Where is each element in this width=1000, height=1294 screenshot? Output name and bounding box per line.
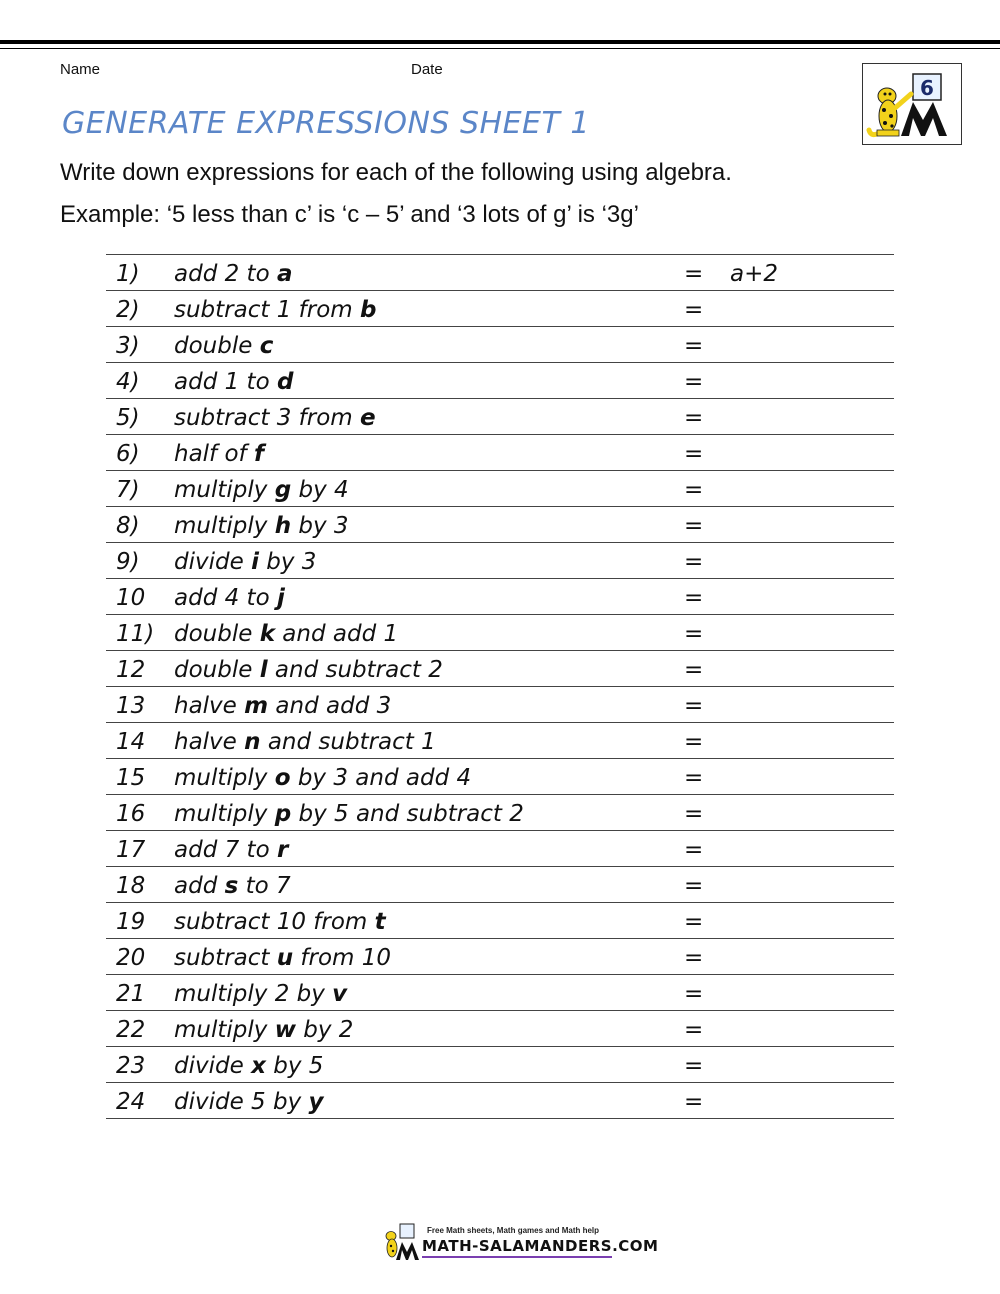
question-text xyxy=(174,513,349,539)
question-number: 11) xyxy=(116,621,155,647)
question-row xyxy=(106,975,894,1011)
question-text xyxy=(174,909,386,935)
equals-sign: = xyxy=(684,621,704,647)
name-label: Name xyxy=(60,61,101,78)
question-row xyxy=(106,543,894,579)
date-label: Date xyxy=(411,61,443,78)
question-text xyxy=(174,729,436,755)
question-text xyxy=(174,1017,353,1043)
question-text xyxy=(174,621,398,647)
equals-sign: = xyxy=(684,657,704,683)
question-table xyxy=(106,254,894,1119)
question-number: 3) xyxy=(116,333,140,359)
question-row xyxy=(106,435,894,471)
question-row xyxy=(106,615,894,651)
question-text-pre: divide xyxy=(174,1053,252,1079)
question-row xyxy=(106,291,894,327)
equals-sign: = xyxy=(684,837,704,863)
question-variable: b xyxy=(360,297,377,323)
question-number: 19 xyxy=(116,909,146,935)
question-number: 10 xyxy=(116,585,146,611)
question-text-pre: halve xyxy=(174,729,245,755)
question-number: 17 xyxy=(116,837,146,863)
question-number: 23 xyxy=(116,1053,146,1079)
question-number: 4) xyxy=(116,369,140,395)
question-number: 16 xyxy=(116,801,146,827)
question-text xyxy=(174,441,264,467)
question-text-post: by 2 xyxy=(295,1017,354,1043)
question-variable: i xyxy=(251,549,259,575)
sheet-title: GENERATE EXPRESSIONS SHEET 1 xyxy=(62,106,590,141)
question-text-pre: half of xyxy=(174,441,254,467)
question-variable: e xyxy=(360,405,376,431)
question-row xyxy=(106,399,894,435)
question-row xyxy=(106,723,894,759)
question-text xyxy=(174,837,288,863)
equals-sign: = xyxy=(684,729,704,755)
question-number: 20 xyxy=(116,945,146,971)
question-text-post: and add 1 xyxy=(275,621,399,647)
instruction-line-1: Write down expressions for each of the following using algebra. xyxy=(60,159,732,186)
question-variable: a xyxy=(276,261,293,287)
question-text-pre: subtract 3 from xyxy=(174,405,360,431)
question-variable: l xyxy=(259,657,268,683)
question-text-post: by 4 xyxy=(291,477,349,503)
question-variable: k xyxy=(259,621,275,647)
question-variable: g xyxy=(274,477,292,503)
question-row xyxy=(106,759,894,795)
salamander-logo-icon xyxy=(862,63,962,145)
question-number: 12 xyxy=(116,657,146,683)
question-text xyxy=(174,765,471,791)
question-text-post: by 5 and subtract 2 xyxy=(291,801,524,827)
question-number: 18 xyxy=(116,873,146,899)
question-variable: t xyxy=(374,909,386,935)
equals-sign: = xyxy=(684,477,704,503)
question-text-pre: divide 5 by xyxy=(174,1089,309,1115)
question-text xyxy=(174,981,347,1007)
question-text-pre: subtract 10 from xyxy=(174,909,375,935)
question-variable: d xyxy=(276,369,294,395)
question-number: 14 xyxy=(116,729,146,755)
equals-sign: = xyxy=(684,801,704,827)
question-row xyxy=(106,867,894,903)
equals-sign: = xyxy=(684,441,704,467)
footer-underline xyxy=(422,1256,612,1258)
question-row xyxy=(106,651,894,687)
question-variable: s xyxy=(224,873,239,899)
question-number: 13 xyxy=(116,693,146,719)
equals-sign: = xyxy=(684,261,704,287)
question-text-pre: subtract 1 from xyxy=(174,297,360,323)
question-variable: n xyxy=(244,729,261,755)
question-text-pre: add 2 to xyxy=(174,261,277,287)
question-variable: m xyxy=(244,693,269,719)
question-text-post: by 3 xyxy=(258,549,317,575)
question-text xyxy=(174,297,376,323)
question-variable: w xyxy=(274,1017,296,1043)
equals-sign: = xyxy=(684,333,704,359)
question-text-post: to 7 xyxy=(238,873,291,899)
equals-sign: = xyxy=(684,549,704,575)
equals-sign: = xyxy=(684,1089,704,1115)
question-number: 2) xyxy=(116,297,140,323)
equals-sign: = xyxy=(684,765,704,791)
question-variable: j xyxy=(276,585,285,611)
logo-number: 6 xyxy=(920,76,934,100)
question-row xyxy=(106,363,894,399)
question-number: 5) xyxy=(116,405,140,431)
question-variable: y xyxy=(308,1089,324,1115)
question-text xyxy=(174,1053,323,1079)
equals-sign: = xyxy=(684,873,704,899)
question-variable: r xyxy=(276,837,289,863)
question-text-post: and add 3 xyxy=(268,693,392,719)
equals-sign: = xyxy=(684,513,704,539)
question-text-post: by 5 xyxy=(265,1053,324,1079)
question-number: 22 xyxy=(116,1017,146,1043)
question-text-post: from 10 xyxy=(293,945,391,971)
question-text-pre: multiply xyxy=(174,513,275,539)
question-row xyxy=(106,903,894,939)
question-text xyxy=(174,261,292,287)
question-text-pre: add 1 to xyxy=(174,369,277,395)
question-text-pre: multiply xyxy=(174,765,275,791)
question-variable: u xyxy=(276,945,294,971)
top-rule-thick xyxy=(0,40,1000,44)
equals-sign: = xyxy=(684,585,704,611)
question-text-pre: divide xyxy=(174,549,252,575)
question-text-post: and subtract 2 xyxy=(267,657,443,683)
question-text xyxy=(174,945,391,971)
question-number: 1) xyxy=(116,261,140,287)
instruction-line-2: Example: ‘5 less than c’ is ‘c – 5’ and ‘3 lots of g’ is ‘3g’ xyxy=(60,201,639,228)
question-text xyxy=(174,801,524,827)
footer-tagline: Free Math sheets, Math games and Math help xyxy=(427,1226,600,1235)
equals-sign: = xyxy=(684,369,704,395)
question-text-pre: multiply xyxy=(174,801,275,827)
equals-sign: = xyxy=(684,945,704,971)
question-text xyxy=(174,477,349,503)
question-text-pre: halve xyxy=(174,693,245,719)
question-text-pre: add 4 to xyxy=(174,585,277,611)
question-number: 6) xyxy=(116,441,140,467)
question-variable: h xyxy=(274,513,292,539)
question-row xyxy=(106,507,894,543)
question-text-pre: multiply xyxy=(174,1017,275,1043)
question-row xyxy=(106,795,894,831)
question-text-post: and subtract 1 xyxy=(260,729,436,755)
footer-branding xyxy=(382,1222,659,1262)
equals-sign: = xyxy=(684,1053,704,1079)
question-variable: f xyxy=(253,441,264,467)
footer-site-link[interactable]: MATH-SALAMANDERS.COM xyxy=(422,1237,659,1255)
answer-field[interactable]: a+2 xyxy=(730,261,778,287)
question-text xyxy=(174,333,273,359)
question-text-pre: subtract xyxy=(174,945,277,971)
equals-sign: = xyxy=(684,297,704,323)
question-row xyxy=(106,939,894,975)
question-number: 9) xyxy=(116,549,140,575)
question-variable: v xyxy=(332,981,348,1007)
question-text-pre: double xyxy=(174,621,260,647)
question-text-post: by 3 and add 4 xyxy=(290,765,472,791)
question-row xyxy=(106,1083,894,1119)
question-row xyxy=(106,831,894,867)
top-rule-thin xyxy=(0,48,1000,49)
salamander-footer-icon xyxy=(382,1222,422,1262)
question-row xyxy=(106,687,894,723)
question-text xyxy=(174,369,293,395)
question-row xyxy=(106,579,894,615)
equals-sign: = xyxy=(684,981,704,1007)
question-text-pre: multiply xyxy=(174,477,275,503)
question-text-pre: double xyxy=(174,333,260,359)
question-text xyxy=(174,585,285,611)
equals-sign: = xyxy=(684,1017,704,1043)
equals-sign: = xyxy=(684,693,704,719)
question-variable: x xyxy=(251,1053,266,1079)
question-variable: c xyxy=(259,333,274,359)
question-row xyxy=(106,327,894,363)
equals-sign: = xyxy=(684,405,704,431)
question-row xyxy=(106,1047,894,1083)
question-text xyxy=(174,657,443,683)
question-text xyxy=(174,405,376,431)
question-text-pre: multiply 2 by xyxy=(174,981,333,1007)
question-text-pre: add 7 to xyxy=(174,837,277,863)
question-text xyxy=(174,1089,324,1115)
question-number: 24 xyxy=(116,1089,146,1115)
question-number: 8) xyxy=(116,513,140,539)
question-text-pre: add xyxy=(174,873,225,899)
question-text-post: by 3 xyxy=(291,513,349,539)
question-variable: p xyxy=(274,801,292,827)
question-text xyxy=(174,549,316,575)
question-row xyxy=(106,471,894,507)
question-text xyxy=(174,693,391,719)
question-variable: o xyxy=(274,765,291,791)
question-row xyxy=(106,1011,894,1047)
question-number: 15 xyxy=(116,765,146,791)
question-text-pre: double xyxy=(174,657,260,683)
equals-sign: = xyxy=(684,909,704,935)
question-number: 7) xyxy=(116,477,140,503)
question-row xyxy=(106,255,894,291)
question-text xyxy=(174,873,291,899)
question-number: 21 xyxy=(116,981,146,1007)
